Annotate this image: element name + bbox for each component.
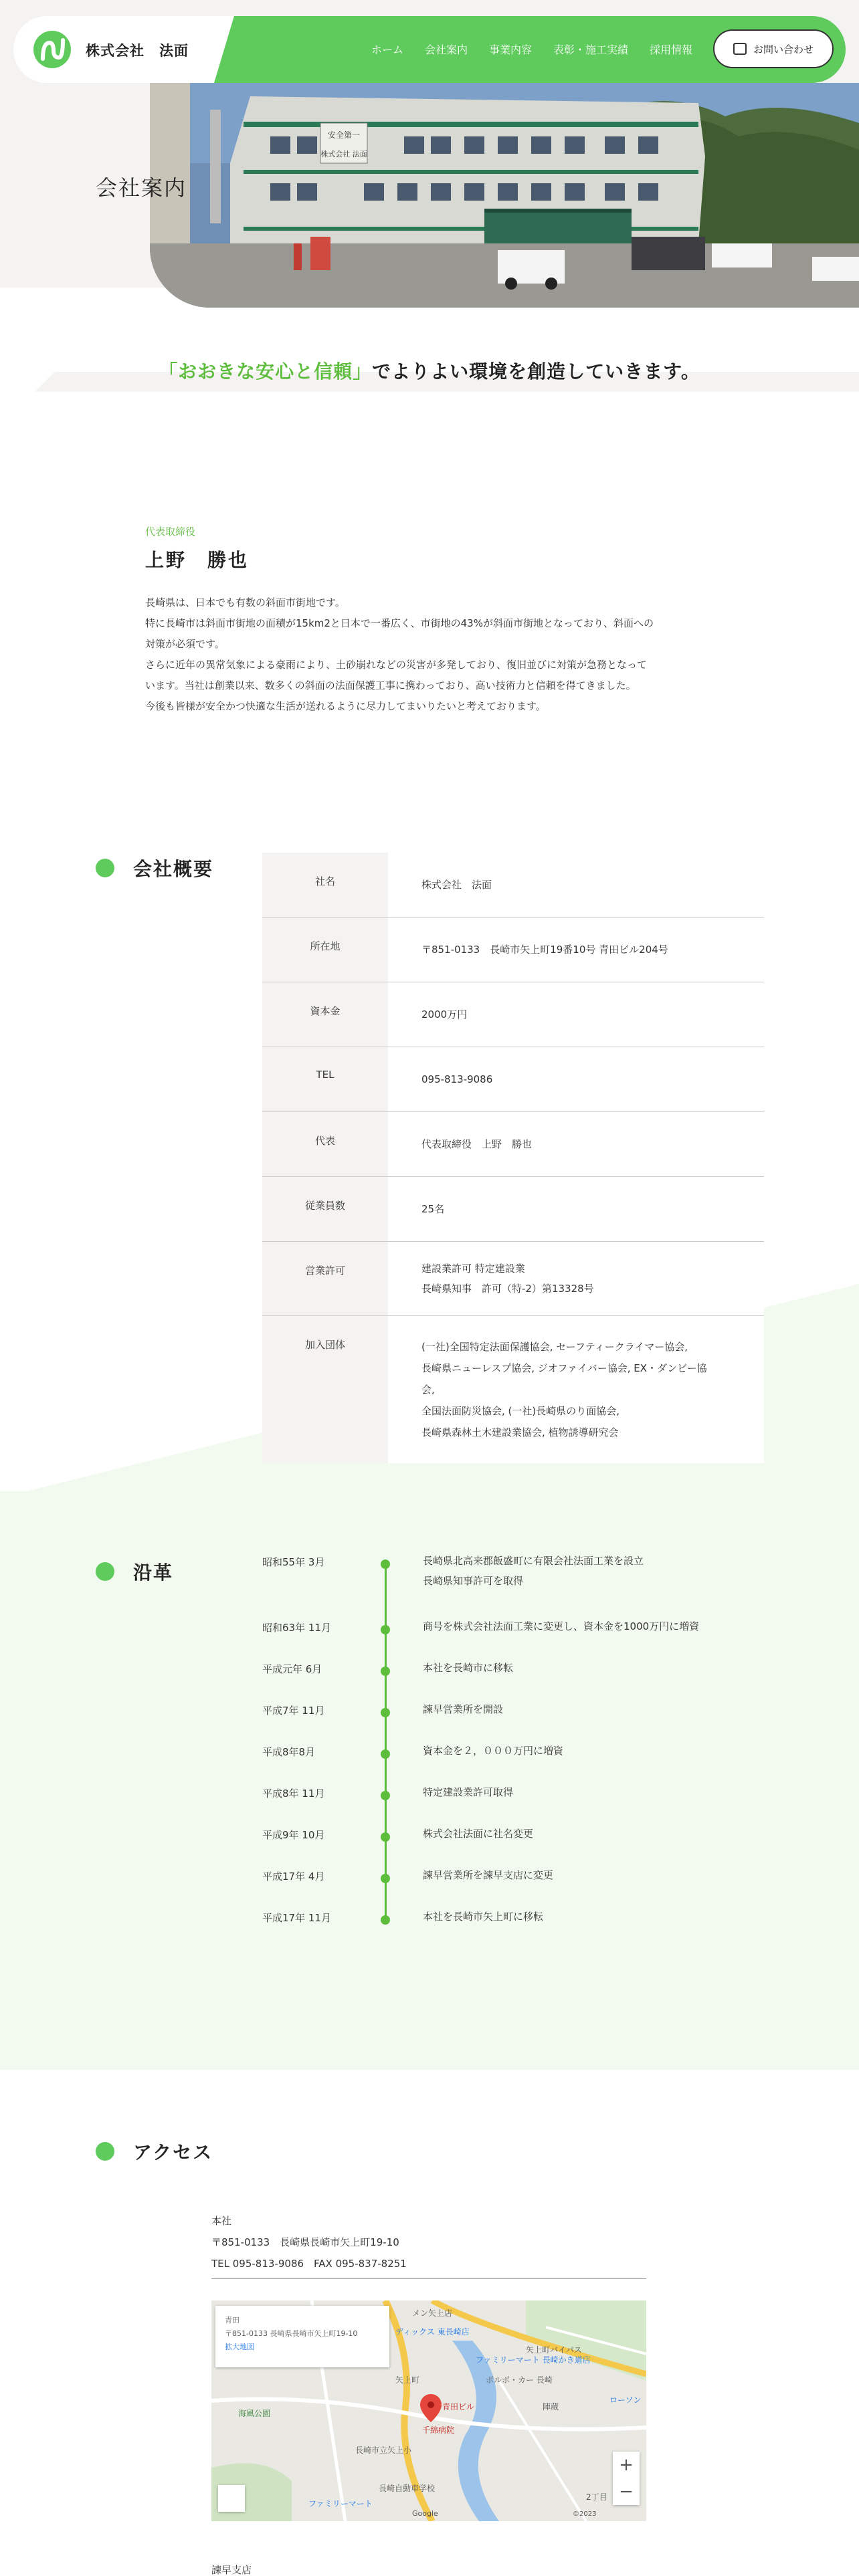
map-label: 青田ビル <box>442 2402 475 2411</box>
tagline-highlight: 「おおきな安心と信頼」 <box>159 360 373 383</box>
map-label: ローソン <box>609 2395 642 2405</box>
company-overview-table <box>262 853 764 1463</box>
office-name: 本社 <box>211 2215 232 2227</box>
ceo-message <box>145 593 714 717</box>
map-label: 長崎自動車学校 <box>379 2484 436 2493</box>
office-contact: TEL 095-813-9086 FAX 095-837-8251 <box>211 2258 407 2270</box>
ceo-message-line: 特に長崎市は斜面市街地の面積が15km2と日本で一番広く、市街地の43%が斜面市街地となっており、斜面への <box>145 617 654 629</box>
map-google-logo: Google <box>412 2509 438 2518</box>
row-label: 代表 <box>262 1112 388 1176</box>
tagline <box>0 357 859 384</box>
row-label: 営業許可 <box>262 1242 388 1315</box>
timeline-date: 平成17年 4月 <box>262 1870 325 1883</box>
timeline-date: 昭和63年 11月 <box>262 1622 331 1634</box>
row-value-line: 代表取締役 上野 勝也 <box>421 1138 533 1150</box>
timeline-text <box>423 1741 563 1761</box>
sign-safety: 安全第一 <box>327 130 361 140</box>
site-header <box>13 16 846 83</box>
row-value-line: 25名 <box>421 1203 445 1215</box>
divider <box>211 2278 646 2279</box>
row-label: 所在地 <box>262 918 388 982</box>
row-value-line: 建設業許可 特定建設業 <box>421 1263 525 1275</box>
timeline-text-line: 長崎県知事許可を取得 <box>423 1575 524 1587</box>
row-value-line: 〒851-0133 長崎市矢上町19番10号 青田ビル204号 <box>421 944 668 956</box>
nav-recruit[interactable]: 採用情報 <box>650 43 693 56</box>
row-value-line: 会, <box>421 1384 435 1396</box>
timeline-text <box>423 1616 699 1636</box>
ceo-message-line: さらに近年の異常気象による豪雨により、土砂崩れなどの災害が多発しており、復旧並びに対策が急務となって <box>145 659 648 671</box>
timeline-dot <box>381 1791 390 1800</box>
timeline-date: 平成8年 11月 <box>262 1788 325 1800</box>
map-enlarge-link[interactable]: 拡大地図 <box>225 2343 254 2351</box>
row-value-line: 株式会社 法面 <box>421 879 492 891</box>
access-title: アクセス <box>133 2141 213 2163</box>
nav-home[interactable]: ホーム <box>371 43 404 56</box>
timeline-text-line: 本社を長崎市矢上町に移転 <box>423 1911 544 1923</box>
timeline-dot <box>381 1708 390 1717</box>
ceo-message-line: 長崎県は、日本でも有数の斜面市街地です。 <box>145 597 345 609</box>
row-value-line: 長崎県知事 許可（特-2）第13328号 <box>421 1283 594 1295</box>
nav-company[interactable]: 会社案内 <box>425 43 468 56</box>
ceo-role: 代表取締役 <box>145 526 196 538</box>
row-value <box>388 918 764 982</box>
google-map[interactable] <box>211 2300 646 2521</box>
map-label: 長崎市立矢上小 <box>355 2446 412 2455</box>
map-label: ファミリーマート 長崎かき道店 <box>476 2355 591 2365</box>
map-label: 陣蔵 <box>543 2402 559 2411</box>
table-row <box>262 1177 764 1242</box>
timeline-date: 平成7年 11月 <box>262 1705 325 1717</box>
timeline-dot <box>381 1749 390 1759</box>
timeline-dot <box>381 1874 390 1883</box>
office-address: 〒851-0133 長崎県長崎市矢上町19-10 <box>211 2236 399 2248</box>
timeline-date: 平成17年 11月 <box>262 1912 331 1924</box>
overview-heading <box>96 855 213 881</box>
zoom-out-button[interactable]: − <box>619 2482 634 2502</box>
map-zoom-control <box>613 2452 640 2505</box>
map-place-card <box>215 2306 389 2367</box>
timeline-dot <box>381 1625 390 1634</box>
row-value <box>388 1047 764 1111</box>
map-label: ディックス 東長崎店 <box>395 2327 470 2337</box>
contact-label: お問い合わせ <box>753 43 814 56</box>
hero-building-photo <box>150 83 859 308</box>
row-value-line: 長崎県ニューレスプ協会, ジオファイバー協会, EX・ダンビー協 <box>421 1362 707 1374</box>
timeline-text-line: 特定建設業許可取得 <box>423 1786 514 1798</box>
timeline-text <box>423 1658 513 1678</box>
overview-title: 会社概要 <box>133 858 214 880</box>
row-value-line: (一社)全国特定法面保護協会, セーフティークライマー協会, <box>421 1341 688 1353</box>
history-title: 沿革 <box>133 1562 174 1584</box>
timeline-text-line: 長崎県北高来郡飯盛町に有限会社法面工業を設立 <box>423 1555 644 1567</box>
table-row <box>262 982 764 1047</box>
timeline-text <box>423 1782 513 1802</box>
tagline-rest: でよりよい環境を創造していきます。 <box>372 360 700 383</box>
ceo-name: 上野 勝也 <box>145 549 250 571</box>
company-name[interactable]: 株式会社 法面 <box>86 43 189 59</box>
timeline-dot <box>381 1667 390 1676</box>
table-row <box>262 1112 764 1177</box>
map-copyright: ©2023 <box>573 2510 597 2518</box>
map-place-title: 青田 <box>225 2316 240 2325</box>
row-label: 加入団体 <box>262 1316 388 1463</box>
row-value <box>388 1316 764 1463</box>
history-heading <box>96 1558 173 1585</box>
map-label: 矢上町バイパス <box>526 2345 582 2355</box>
timeline-text-line: 株式会社法面に社名変更 <box>423 1828 534 1840</box>
row-value <box>388 1242 764 1315</box>
map-label: 2丁目 <box>586 2492 607 2502</box>
nav-business[interactable]: 事業内容 <box>489 43 533 56</box>
row-value <box>388 853 764 917</box>
access-info <box>211 2210 407 2274</box>
main-nav <box>371 41 692 57</box>
building-illustration <box>150 83 859 308</box>
map-label: 矢上町 <box>395 2375 420 2385</box>
map-label: 海風公園 <box>238 2409 271 2418</box>
nav-awards[interactable]: 表彰・施工実績 <box>553 43 629 56</box>
mail-icon <box>733 43 747 55</box>
timeline-dot <box>381 1832 390 1842</box>
timeline-text-line: 商号を株式会社法面工業に変更し、資本金を1000万円に増資 <box>423 1620 700 1632</box>
ceo-message-line: 今後も皆様が安全かつ快適な生活が送れるように尽力してまいりたいと考えております。 <box>145 700 546 712</box>
timeline-dot <box>381 1915 390 1925</box>
timeline-text <box>423 1551 644 1591</box>
table-row <box>262 1242 764 1316</box>
row-label: 資本金 <box>262 982 388 1047</box>
access-heading <box>96 2138 213 2165</box>
branch-office-name: 諫早支店 <box>211 2564 252 2576</box>
timeline-text <box>423 1699 503 1719</box>
timeline-date: 昭和55年 3月 <box>262 1556 325 1568</box>
row-value <box>388 1177 764 1241</box>
table-row <box>262 853 764 918</box>
row-label: TEL <box>262 1047 388 1111</box>
timeline-text-line: 諫早営業所を諫早支店に変更 <box>423 1869 554 1881</box>
company-logo-icon[interactable] <box>33 31 71 68</box>
timeline-text <box>423 1824 533 1844</box>
timeline-text-line: 資本金を２，０００万円に増資 <box>423 1745 564 1757</box>
row-value-line: 全国法面防災協会, (一社)長崎県のり面協会, <box>421 1405 620 1417</box>
heading-dot-icon <box>96 1562 114 1581</box>
timeline-line <box>385 1562 387 1923</box>
timeline-date: 平成8年8月 <box>262 1746 316 1758</box>
timeline-text <box>423 1865 553 1885</box>
heading-dot-icon <box>96 2142 114 2161</box>
row-value-line: 2000万円 <box>421 1008 468 1021</box>
ceo-message-line: 対策が必須です。 <box>145 638 225 650</box>
row-value-line: 095-813-9086 <box>421 1073 493 1085</box>
map-label: 千綿病院 <box>422 2426 455 2435</box>
timeline-date: 平成9年 10月 <box>262 1829 325 1841</box>
timeline-text <box>423 1907 543 1927</box>
table-row <box>262 1047 764 1112</box>
street-view-icon[interactable] <box>218 2485 245 2512</box>
row-label: 従業員数 <box>262 1177 388 1241</box>
map-place-address: 〒851-0133 長崎県長崎市矢上町19-10 <box>225 2329 358 2338</box>
page-title: 会社案内 <box>96 175 187 201</box>
table-row <box>262 918 764 982</box>
ceo-message-line: います。当社は創業以来、数多くの斜面の法面保護工事に携わっており、高い技術力と信頼を得てきました。 <box>145 679 636 691</box>
sign-company: 株式会社 法面 <box>320 150 367 158</box>
heading-dot-icon <box>96 859 114 877</box>
contact-button[interactable] <box>713 29 834 68</box>
table-row <box>262 1316 764 1463</box>
map-label: ボルボ・カー 長崎 <box>486 2375 553 2385</box>
timeline-dot <box>381 1560 390 1569</box>
row-label: 社名 <box>262 853 388 917</box>
timeline-text-line: 諫早営業所を開設 <box>423 1703 504 1715</box>
map-label: メン矢上店 <box>412 2309 453 2318</box>
timeline-text-line: 本社を長崎市に移転 <box>423 1662 514 1674</box>
map-label: ファミリーマート <box>308 2499 373 2508</box>
timeline-date: 平成元年 6月 <box>262 1663 322 1675</box>
row-value <box>388 1112 764 1176</box>
zoom-in-button[interactable]: + <box>619 2455 634 2475</box>
row-value <box>388 982 764 1047</box>
row-value-line: 長崎県森林土木建設業協会, 植物誘導研究会 <box>421 1426 619 1438</box>
